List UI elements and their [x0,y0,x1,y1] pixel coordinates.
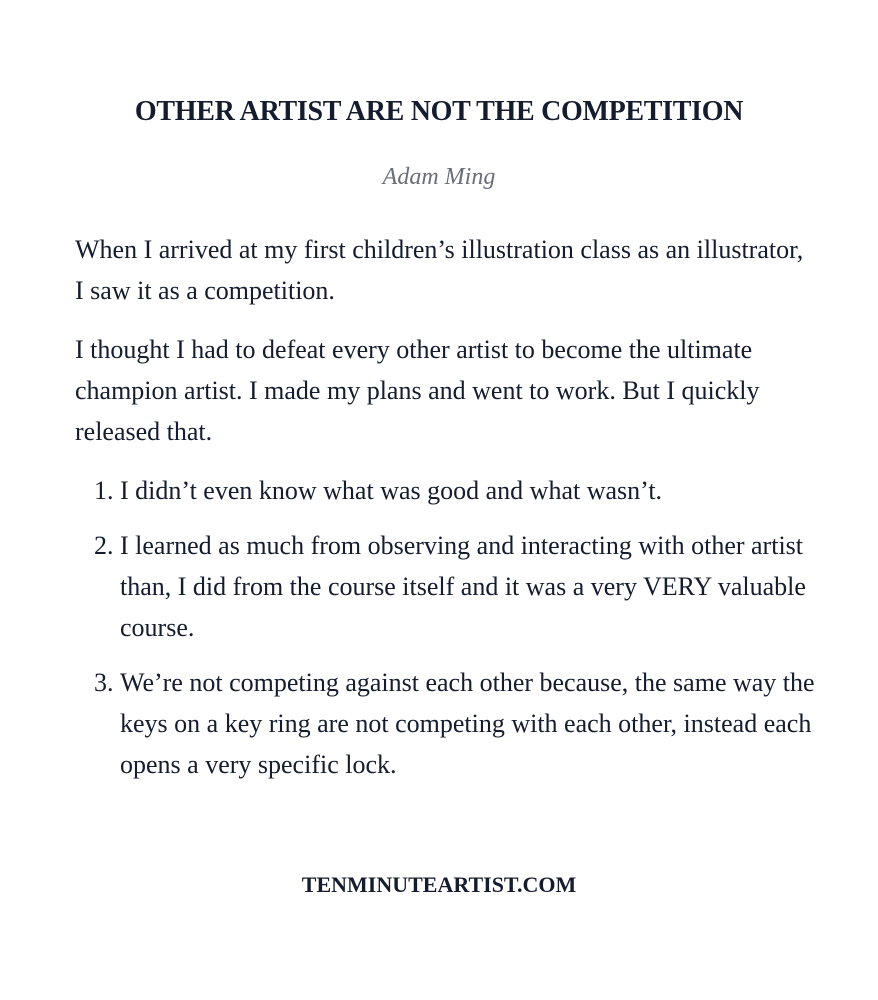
document-title: OTHER ARTIST ARE NOT THE COMPETITION [134,96,744,127]
list-item: 3. We’re not competing against each other because, the same way the keys on a key ring are not competing with each other, instead each opens a very specific lock. [120,662,815,785]
paragraph-intro: When I arrived at my first children’s illustration class as an illustrator, I saw it as a competition. [75,235,804,305]
document-body [75,229,815,799]
footer-website: TENMINUTEARTIST.COM [301,872,577,897]
numbered-list [75,470,815,785]
list-item: 2. I learned as much from observing and interacting with other artist than, I did from the course itself and it was a very VERY valuable course. [120,525,815,648]
list-item: 1. I didn’t even know what was good and what wasn’t. [120,470,815,511]
author-name: Adam Ming [382,164,496,190]
paragraph-plans: I thought I had to defeat every other artist to become the ultimate champion artist. I made my plans and went to work. But I quickly released that. [75,335,760,446]
